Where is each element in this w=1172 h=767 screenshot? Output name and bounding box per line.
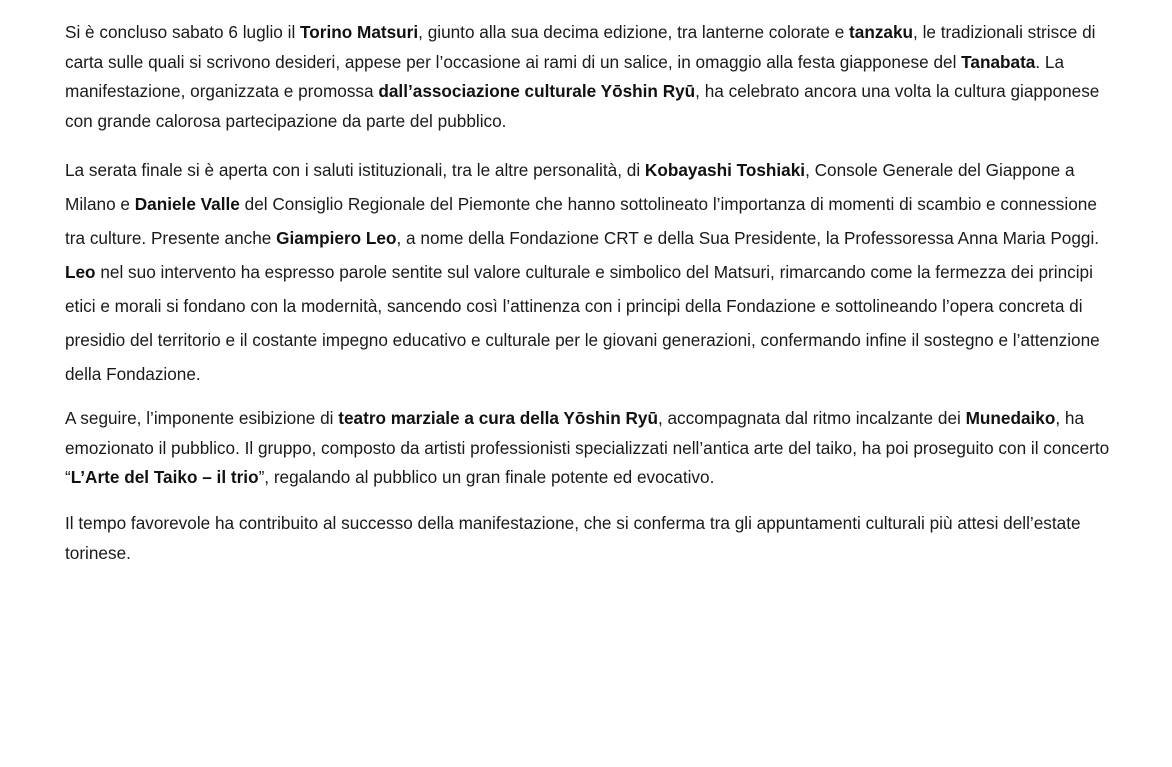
bold-text: dall’associazione culturale Yōshin Ryū xyxy=(378,81,696,102)
text-segment: A seguire, l’imponente esibizione di xyxy=(65,407,339,428)
text-segment: , Console Generale del Giappone a Milano e xyxy=(65,159,1075,214)
paragraph-performance xyxy=(65,404,1115,493)
text-segment: , ha emozionato il pubblico. Il gruppo, composto da artisti professionisti specializzati nell’antica arte del taiko, ha poi proseguito con il concerto “ xyxy=(65,407,1110,488)
text-segment: La serata finale si è aperta con i saluti istituzionali, tra le altre personalità, di xyxy=(65,159,645,180)
text-segment: , giunto alla sua decima edizione, tra lanterne colorate e xyxy=(418,22,850,42)
text-segment: , le tradizionali strisce di carta sulle quali si scrivono desideri, appese per l’occasione ai rami di un salice, in omaggio alla festa giapponese del xyxy=(65,22,1096,72)
bold-text: tanzaku xyxy=(849,22,914,42)
bold-text: Torino Matsuri xyxy=(300,22,419,42)
bold-text: Munedaiko xyxy=(965,407,1056,428)
text-segment: , ha celebrato ancora una volta la cultura giapponese con grande calorosa partecipazione da parte del pubblico. xyxy=(65,81,1100,132)
bold-text: Daniele Valle xyxy=(134,193,240,214)
text-segment: ”, regalando al pubblico un gran finale potente ed evocativo. xyxy=(258,467,715,488)
paragraph-intro xyxy=(65,18,1115,137)
text-segment: Si è concluso sabato 6 luglio il xyxy=(65,22,301,42)
text-segment: , accompagnata dal ritmo incalzante dei xyxy=(657,407,966,428)
bold-text: Giampiero Leo xyxy=(276,227,397,248)
text-segment: . La manifestazione, organizzata e promossa xyxy=(65,51,1065,102)
text-segment: del Consiglio Regionale del Piemonte che hanno sottolineato l’importanza di momenti di scambio e connessione tra culture. Presente anche xyxy=(65,193,1097,248)
bold-text: teatro marziale a cura della Yōshin Ryū xyxy=(338,407,658,428)
text-segment: Il tempo favorevole ha contribuito al successo della manifestazione, che si conferma tra gli appuntamenti culturali più attesi dell’estate torinese. xyxy=(65,512,1081,563)
bold-text: Kobayashi Toshiaki xyxy=(644,159,806,180)
bold-text: Leo xyxy=(65,261,96,282)
bold-text: Tanabata xyxy=(961,51,1036,72)
paragraph-evening xyxy=(65,153,1115,391)
paragraph-closing xyxy=(65,509,1115,568)
document-page xyxy=(65,18,1115,584)
text-segment: nel suo intervento ha espresso parole sentite sul valore culturale e simbolico del Matsuri, rimarcando come la fermezza dei principi etici e morali si fondano con la modernità, sancendo così l’attinenza con i principi della Fondazione e sottolineando l’opera concreta di presidio del territorio e il costante impegno educativo e culturale per le giovani generazioni, confermando infine il sostegno e l’attenzione della Fondazione. xyxy=(65,261,1100,384)
text-segment: , a nome della Fondazione CRT e della Sua Presidente, la Professoressa Anna Maria Poggi. xyxy=(396,227,1100,248)
bold-text: L’Arte del Taiko – il trio xyxy=(70,467,259,488)
